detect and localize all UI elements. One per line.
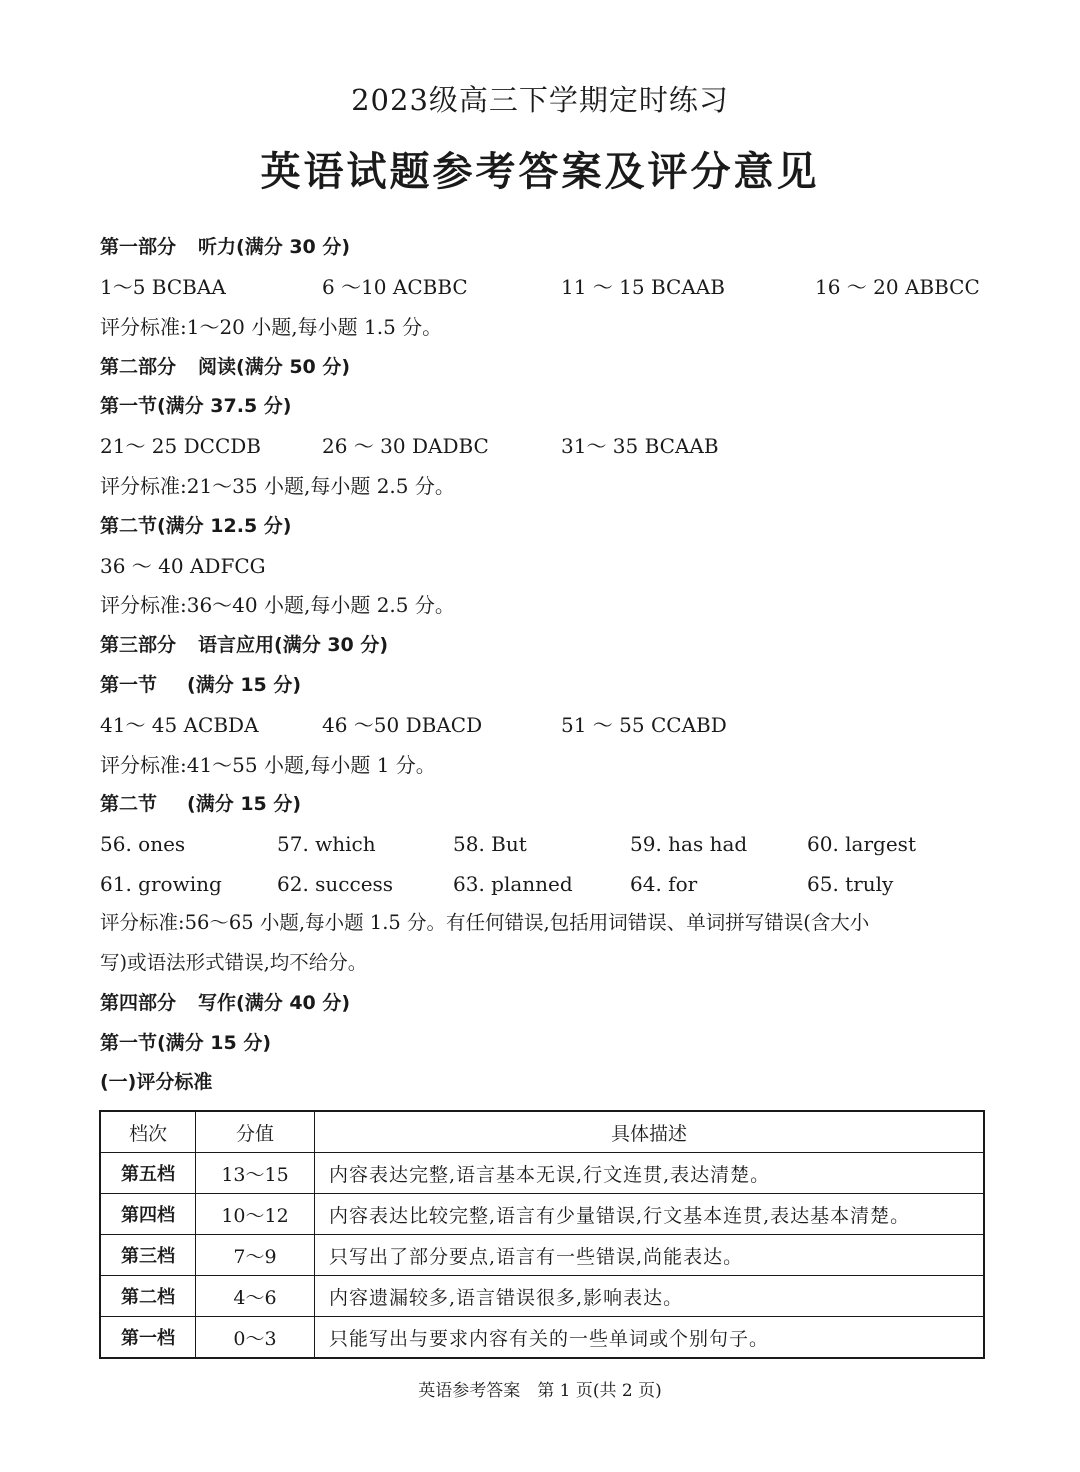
part1-heading-label: 第一部分	[100, 236, 177, 258]
description-cell: 内容表达完整,语言基本无误,行文连贯,表达清楚。	[315, 1153, 985, 1194]
part3-section2-row2	[100, 869, 1000, 899]
part2-section1-criteria: 评分标准:21～35 小题,每小题 2.5 分。	[100, 474, 455, 498]
part3-section1-criteria: 评分标准:41～55 小题,每小题 1 分。	[100, 753, 436, 777]
grading-table	[99, 1110, 985, 1359]
score-cell: 4～6	[196, 1276, 315, 1317]
level-cell: 第二档	[100, 1276, 196, 1317]
table-row	[100, 1317, 984, 1359]
cloze-answer: 63. planned	[453, 872, 573, 896]
part1-criteria: 评分标准:1～20 小题,每小题 1.5 分。	[100, 315, 443, 339]
answer-group: 26 ～ 30 DADBC	[322, 434, 489, 458]
answer-group: 41～ 45 ACBDA	[100, 713, 259, 737]
answer-group: 1～5 BCBAA	[100, 275, 226, 299]
part3-heading-score: 语言应用(满分 30 分)	[198, 634, 389, 656]
answer-group: 46 ～50 DBACD	[322, 713, 483, 737]
part2-section1-answers	[100, 431, 1000, 461]
answer-group: 36 ～ 40 ADFCG	[100, 554, 266, 578]
description-cell: 只写出了部分要点,语言有一些错误,尚能表达。	[315, 1235, 985, 1276]
part2-heading-score: 阅读(满分 50 分)	[198, 356, 351, 378]
cloze-answer: 62. success	[277, 872, 394, 896]
part3-heading	[100, 630, 388, 660]
part2-section1-heading: 第一节(满分 37.5 分)	[100, 395, 292, 417]
part3-section1-score: (满分 15 分)	[187, 674, 302, 696]
page-footer: 英语参考答案 第 1 页(共 2 页)	[418, 1381, 662, 1401]
answer-group: 31～ 35 BCAAB	[561, 434, 719, 458]
level-cell: 第五档	[100, 1153, 196, 1194]
part1-heading-score: 听力(满分 30 分)	[198, 236, 351, 258]
part4-heading	[100, 988, 350, 1018]
answer-group: 6 ～10 ACBBC	[322, 275, 468, 299]
part4-section1-heading: 第一节(满分 15 分)	[100, 1032, 272, 1054]
score-cell: 13～15	[196, 1153, 315, 1194]
part4-heading-label: 第四部分	[100, 992, 177, 1014]
part4-heading-score: 写作(满分 40 分)	[198, 992, 351, 1014]
part3-section2-criteria-line1: 评分标准:56～65 小题,每小题 1.5 分。有任何错误,包括用词错误、单词拼写错误(含大小	[100, 911, 870, 934]
answer-group: 51 ～ 55 CCABD	[561, 713, 727, 737]
part3-section1-answers	[100, 710, 1000, 740]
cloze-answer: 58. But	[453, 832, 527, 856]
part2-heading-label: 第二部分	[100, 356, 177, 378]
column-header-level: 档次	[100, 1111, 196, 1153]
part3-section2-criteria-line2: 写)或语法形式错误,均不给分。	[100, 951, 368, 974]
cloze-answer: 59. has had	[630, 832, 748, 856]
description-cell: 只能写出与要求内容有关的一些单词或个别句子。	[315, 1317, 985, 1359]
part2-heading	[100, 352, 350, 382]
cloze-answer: 57. which	[277, 832, 376, 856]
table-row	[100, 1153, 984, 1194]
part2-section2-heading: 第二节(满分 12.5 分)	[100, 515, 292, 537]
table-row	[100, 1276, 984, 1317]
part3-section2-row1	[100, 829, 1000, 859]
grading-criteria-heading: (一)评分标准	[100, 1071, 213, 1093]
answer-group: 11 ～ 15 BCAAB	[561, 275, 725, 299]
answer-group: 16 ～ 20 ABBCC	[815, 275, 980, 299]
column-header-description: 具体描述	[315, 1111, 985, 1153]
description-cell: 内容表达比较完整,语言有少量错误,行文基本连贯,表达基本清楚。	[315, 1194, 985, 1235]
score-cell: 7～9	[196, 1235, 315, 1276]
score-cell: 0～3	[196, 1317, 315, 1359]
description-cell: 内容遗漏较多,语言错误很多,影响表达。	[315, 1276, 985, 1317]
column-header-score: 分值	[196, 1111, 315, 1153]
part2-section2-criteria: 评分标准:36～40 小题,每小题 2.5 分。	[100, 593, 455, 617]
part3-section2-heading	[100, 789, 301, 819]
part1-answers	[100, 272, 1000, 302]
table-header-row	[100, 1111, 984, 1153]
document-title: 英语试题参考答案及评分意见	[260, 149, 820, 195]
score-cell: 10～12	[196, 1194, 315, 1235]
part3-section2-score: (满分 15 分)	[187, 793, 302, 815]
exam-title: 2023级高三下学期定时练习	[351, 83, 729, 117]
answer-group: 21～ 25 DCCDB	[100, 434, 261, 458]
cloze-answer: 56. ones	[100, 832, 186, 856]
level-cell: 第一档	[100, 1317, 196, 1359]
part3-heading-label: 第三部分	[100, 634, 177, 656]
cloze-answer: 64. for	[630, 872, 698, 896]
table-row	[100, 1235, 984, 1276]
level-cell: 第四档	[100, 1194, 196, 1235]
part2-section2-answers	[100, 551, 266, 581]
part3-section2-label: 第二节	[100, 793, 158, 815]
table-row	[100, 1194, 984, 1235]
cloze-answer: 60. largest	[807, 832, 916, 856]
level-cell: 第三档	[100, 1235, 196, 1276]
part1-heading	[100, 232, 350, 262]
part3-section1-label: 第一节	[100, 674, 158, 696]
cloze-answer: 65. truly	[807, 872, 894, 896]
cloze-answer: 61. growing	[100, 872, 222, 896]
part3-section1-heading	[100, 670, 301, 700]
